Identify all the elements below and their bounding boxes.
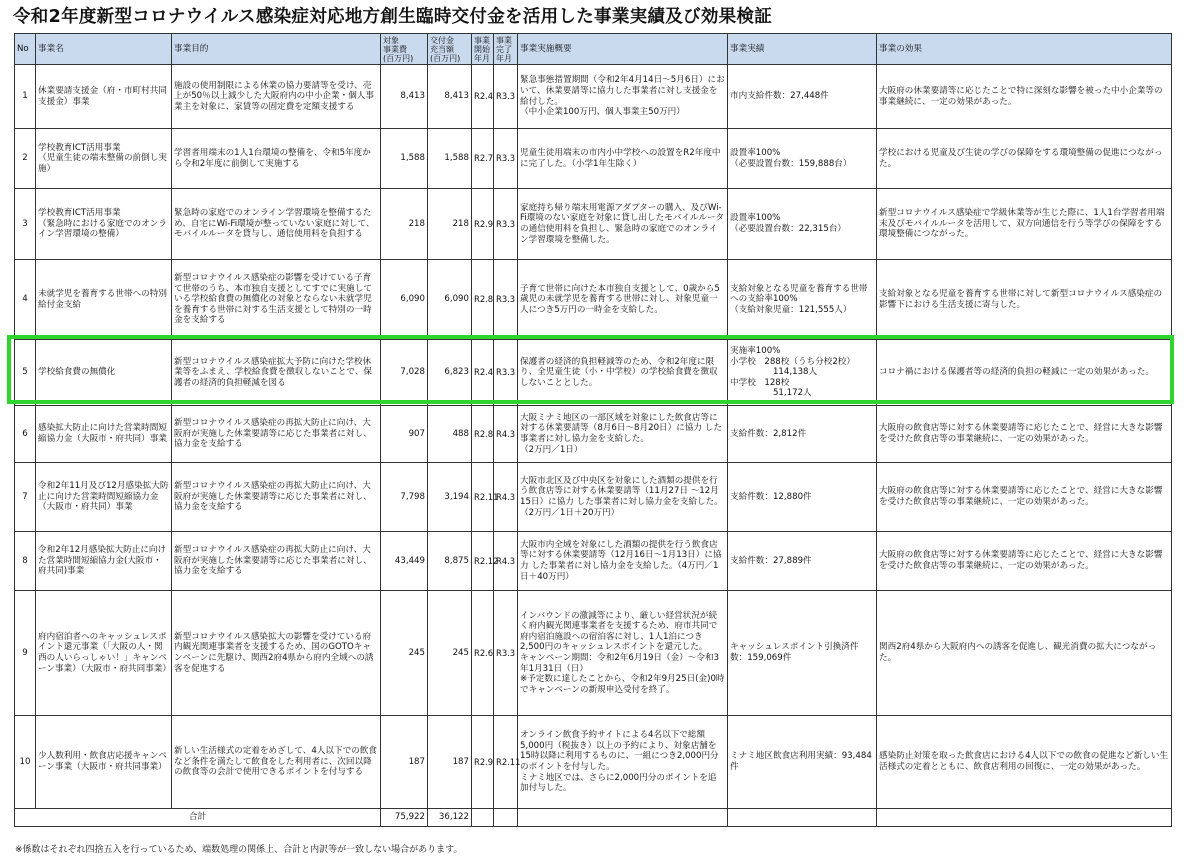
total-label: 合計 [15,809,381,827]
row-purpose: 学習者用端末の1人1台環境の整備を、令和5年度から令和2年度に前倒して実施する [172,129,381,189]
row-name: 府内宿泊者へのキャッシュレスポイント還元事業（「大阪の人・関西の人いらっしゃい！」キャンペーン事業）（大阪市・府共同事業） [36,591,172,716]
header-name: 事業名 [36,34,172,65]
row-end: R3.3 [494,65,518,129]
table-row [15,129,1172,189]
table-row [15,463,1172,532]
row-effect: 大阪府の飲食店等に対する休業要請等に応じたことで、経営に大きな影響を受けた飲食店等の事業継続に、一定の効果があった。 [877,532,1172,591]
row-name: 少人数利用・飲食店応援キャンペーン事業（大阪市・府共同事業） [36,716,172,809]
header-end: 事業 完了 年月 [494,34,518,65]
row-grant: 6,090 [428,260,472,340]
row-effect: 関西2府4県から大阪府内への誘客を促進し、観光消費の拡大につながった。 [877,591,1172,716]
row-no: 5 [15,340,36,406]
header-effect: 事業の効果 [877,34,1172,65]
header-row [15,34,1172,65]
total-cost: 75,922 [381,809,428,827]
row-purpose: 新型コロナウイルス感染症拡大予防に向けた学校休業等をふまえ、学校給食費を徴収しないことで、保護者の経済的負担軽減を図る [172,340,381,406]
row-end: R3.3 [494,591,518,716]
row-cost: 8,413 [381,65,428,129]
row-no: 4 [15,260,36,340]
row-no: 7 [15,463,36,532]
row-purpose: 新型コロナウイルス感染症の再拡大防止に向け、大阪府が実施した休業要請等に応じた事業者に対し、協力金を支給する [172,463,381,532]
row-grant: 3,194 [428,463,472,532]
row-overview: 家庭持ち帰り端末用電源アダプターの購入、及びWi-Fi環境のない家庭を対象に貸し出したモバイルルータの通信使用料を負担し、緊急時の家庭でのオンライン学習環境を整備した。 [518,189,728,260]
row-end: R3.3 [494,260,518,340]
row-start: R2.11 [472,463,494,532]
header-grant: 交付金 充当額 (百万円) [428,34,472,65]
row-effect: 大阪府の休業要請等に応じたことで特に深刻な影響を被った中小企業等の事業継続に、一定の効果があった。 [877,65,1172,129]
row-result: 支給件数：12,880件 [728,463,877,532]
row-purpose: 緊急時の家庭でのオンライン学習環境を整備するため、自宅にWi-Fi環境が整っていない家庭に対して、モバイルルータを貸与し、通信使用料を負担する [172,189,381,260]
row-end: R4.3 [494,532,518,591]
row-purpose: 新型コロナウイルス感染症の影響を受けている子育て世帯のうち、本市独自支援としてすでに実施している学校給食費の無償化の対象とならない未就学児を養育する世帯に対する生活支援として特別の一時金を支給する [172,260,381,340]
row-grant: 6,823 [428,340,472,406]
header-overview: 事業実施概要 [518,34,728,65]
table-row [15,716,1172,809]
row-overview: 大阪市北区及び中央区を対象にした酒類の提供を行う飲食店等に対する休業要請等（11月27日 ～12月15日）に協力 した事業者に対し協力金を支給した。 （2万円／1日＋20万円） [518,463,728,532]
row-result: 実施率100% 小学校 288校（うち分校2校） 114,138人 中学校 128校 51,172人 [728,340,877,406]
row-grant: 245 [428,591,472,716]
row-grant: 8,413 [428,65,472,129]
row-grant: 8,875 [428,532,472,591]
row-cost: 187 [381,716,428,809]
total-empty-cell [728,809,877,827]
row-result: 市内支給件数：27,448件 [728,65,877,129]
row-result: 支給件数：27,889件 [728,532,877,591]
row-grant: 218 [428,189,472,260]
row-effect: 学校における児童及び生徒の学びの保障をする環境整備の促進につながった。 [877,129,1172,189]
row-purpose: 新型コロナウイルス感染症の再拡大防止に向け、大阪府が実施した休業要請等に応じた事業者に対し、協力金を支給する [172,406,381,463]
row-result: キャッシュレスポイント引換済件数：159,069件 [728,591,877,716]
total-empty-cell [518,809,728,827]
row-cost: 245 [381,591,428,716]
row-result: 支給件数：2,812件 [728,406,877,463]
row-grant: 488 [428,406,472,463]
row-start: R2.9 [472,189,494,260]
row-effect: 支給対象となる児童を養育する世帯に対して新型コロナウイルス感染症の影響下における生活支援に寄与した。 [877,260,1172,340]
table-row [15,591,1172,716]
row-start: R2.8 [472,406,494,463]
row-start: R2.4 [472,65,494,129]
row-overview: 保護者の経済的負担軽減等のため、令和2年度に限り、全児童生徒（小・中学校）の学校給食費を徴収しないこととした。 [518,340,728,406]
table-row [15,189,1172,260]
row-name: 休業要請支援金（府・市町村共同支援金）事業 [36,65,172,129]
row-cost: 7,028 [381,340,428,406]
table-row-highlighted [15,340,1172,406]
header-start: 事業 開始 年月 [472,34,494,65]
row-grant: 187 [428,716,472,809]
row-name: 学校教育ICT活用事業 （児童生徒の端末整備の前倒し実施） [36,129,172,189]
total-row [15,809,1172,827]
row-start: R2.9 [472,716,494,809]
row-start: R2.8 [472,260,494,340]
page-title: 令和2年度新型コロナウイルス感染症対応地方創生臨時交付金を活用した事業実績及び効果検証 [13,7,773,27]
header-result: 事業実績 [728,34,877,65]
row-effect: コロナ禍における保護者等の経済的負担の軽減に一定の効果があった。 [877,340,1172,406]
row-overview: 大阪ミナミ地区の一部区域を対象にした飲食店等に対する休業要請等（8月6日～8月20日）に協力 した事業者に対し協力金を支給した。 （2万円／1日） [518,406,728,463]
row-no: 8 [15,532,36,591]
row-overview: 子育て世帯に向けた本市独自支援として、0歳から5歳児の未就学児を養育する世帯に対し、対象児童一人につき5万円の一時金を支給した。 [518,260,728,340]
row-start: R2.4 [472,340,494,406]
row-cost: 907 [381,406,428,463]
row-name: 令和2年11月及び12月感染拡大防止に向けた営業時間短縮協力金（大阪市・府共同）事業 [36,463,172,532]
row-end: R3.3 [494,189,518,260]
row-no: 2 [15,129,36,189]
row-cost: 218 [381,189,428,260]
row-no: 6 [15,406,36,463]
row-end: R2.11 [494,716,518,809]
header-purpose: 事業目的 [172,34,381,65]
row-no: 3 [15,189,36,260]
row-overview: 緊急事態措置期間（令和2年4月14日～5月6日）において、休業要請等に協力した事業者に対し支援金を給付した。 （中小企業100万円、個人事業主50万円） [518,65,728,129]
row-overview: 大阪市内全域を対象にした酒類の提供を行う飲食店等に対する休業要請等（12月16日～1月13日）に協力 した事業者に対し協力金を支給した。（4万円／1日＋40万円） [518,532,728,591]
row-purpose: 新型コロナウイルス感染拡大の影響を受けている府内観光関連事業者を支援するため、国のGOTOキャンペーンに先駆け、関西2府4県から府内全域への誘客を促進する [172,591,381,716]
row-end: R3.3 [494,340,518,406]
row-cost: 7,798 [381,463,428,532]
row-purpose: 施設の使用制限による休業の協力要請等を受け、売上が50％以上減少した大阪府内の中小企業・個人事業主を対象に、家賃等の固定費を定額支援する [172,65,381,129]
project-table [14,33,1172,827]
row-start: R2.7 [472,129,494,189]
row-result: ミナミ地区飲食店利用実績：93,484件 [728,716,877,809]
row-overview: オンライン飲食予約サイトによる4名以下で総額5,000円（税抜き）以上の予約により、対象店舗を15時以降に利用するものに、一組につき2,000円分のポイントを付与した。 ミナミ地区では、さらに2,000円分のポイントを追加付与した。 [518,716,728,809]
total-grant: 36,122 [428,809,472,827]
row-result: 設置率100% （必要設置台数：22,315台） [728,189,877,260]
row-grant: 1,588 [428,129,472,189]
header-cost: 対象 事業費 (百万円) [381,34,428,65]
row-purpose: 新しい生活様式の定着をめざして、4人以下での飲食など条件を満たして飲食をした利用者に、次回以降の飲食等の会計で使用できるポイントを付与する [172,716,381,809]
row-effect: 感染防止対策を取った飲食店における4人以下での飲食の促進など新しい生活様式の定着とともに、飲食店利用の回復に、一定の効果があった。 [877,716,1172,809]
table-row [15,406,1172,463]
header-no: No [15,34,36,65]
row-result: 支給対象となる児童を養育する世帯への支給率100% （支給対象児童：121,555人） [728,260,877,340]
row-end: R4.3 [494,463,518,532]
total-empty-cell [494,809,518,827]
row-purpose: 新型コロナウイルス感染症の再拡大防止に向け、大阪府が実施した休業要請等に応じた事業者に対し、協力金を支給する [172,532,381,591]
row-cost: 43,449 [381,532,428,591]
row-overview: インバウンドの激減等により、厳しい経営状況が続く府内観光関連事業者を支援するため、府市共同で府内宿泊施設への宿泊客に対し、1人1泊につき2,500円のキャッシュレスポイントを還元した。 キャンペーン期間：令和2年6月19日（金）～令和3年1月31日（日） ※予定数に達したことから、令和2年9月25日(金)0時でキャンペーンの新規申込受付を終了。 [518,591,728,716]
footnote: ※係数はそれぞれ四捨五入を行っているため、端数処理の関係上、合計と内訳等が一致しない場合があります。 [15,845,463,855]
row-start: R2.6 [472,591,494,716]
row-effect: 大阪府の飲食店等に対する休業要請等に応じたことで、経営に大きな影響を受けた飲食店等の事業継続に、一定の効果があった。 [877,463,1172,532]
total-empty-cell [877,809,1172,827]
row-name: 学校給食費の無償化 [36,340,172,406]
row-effect: 新型コロナウイルス感染症で学級休業等が生じた際に、1人1台学習者用端末及びモバイルルータを活用して、双方向通信を行う等学びの保障をする環境整備につながった。 [877,189,1172,260]
row-no: 1 [15,65,36,129]
table-row [15,260,1172,340]
row-name: 未就学児を養育する世帯への特別給付金支給 [36,260,172,340]
row-name: 学校教育ICT活用事業 （緊急時における家庭でのオンライン学習環境の整備） [36,189,172,260]
row-overview: 児童生徒用端末の市内小中学校への設置をR2年度中に完了した。（小学1年生除く） [518,129,728,189]
row-end: R3.3 [494,129,518,189]
row-no: 10 [15,716,36,809]
total-empty-cell [472,809,494,827]
row-name: 令和2年12月感染拡大防止に向けた営業時間短縮協力金(大阪市・府共同)事業 [36,532,172,591]
row-name: 感染拡大防止に向けた営業時間短縮協力金（大阪市・府共同）事業 [36,406,172,463]
table-row [15,65,1172,129]
row-result: 設置率100% （必要設置台数：159,888台） [728,129,877,189]
row-cost: 1,588 [381,129,428,189]
row-cost: 6,090 [381,260,428,340]
row-no: 9 [15,591,36,716]
table-row [15,532,1172,591]
row-end: R4.3 [494,406,518,463]
row-start: R2.12 [472,532,494,591]
row-effect: 大阪府の飲食店等に対する休業要請等に応じたことで、経営に大きな影響を受けた飲食店等の事業継続に、一定の効果があった。 [877,406,1172,463]
